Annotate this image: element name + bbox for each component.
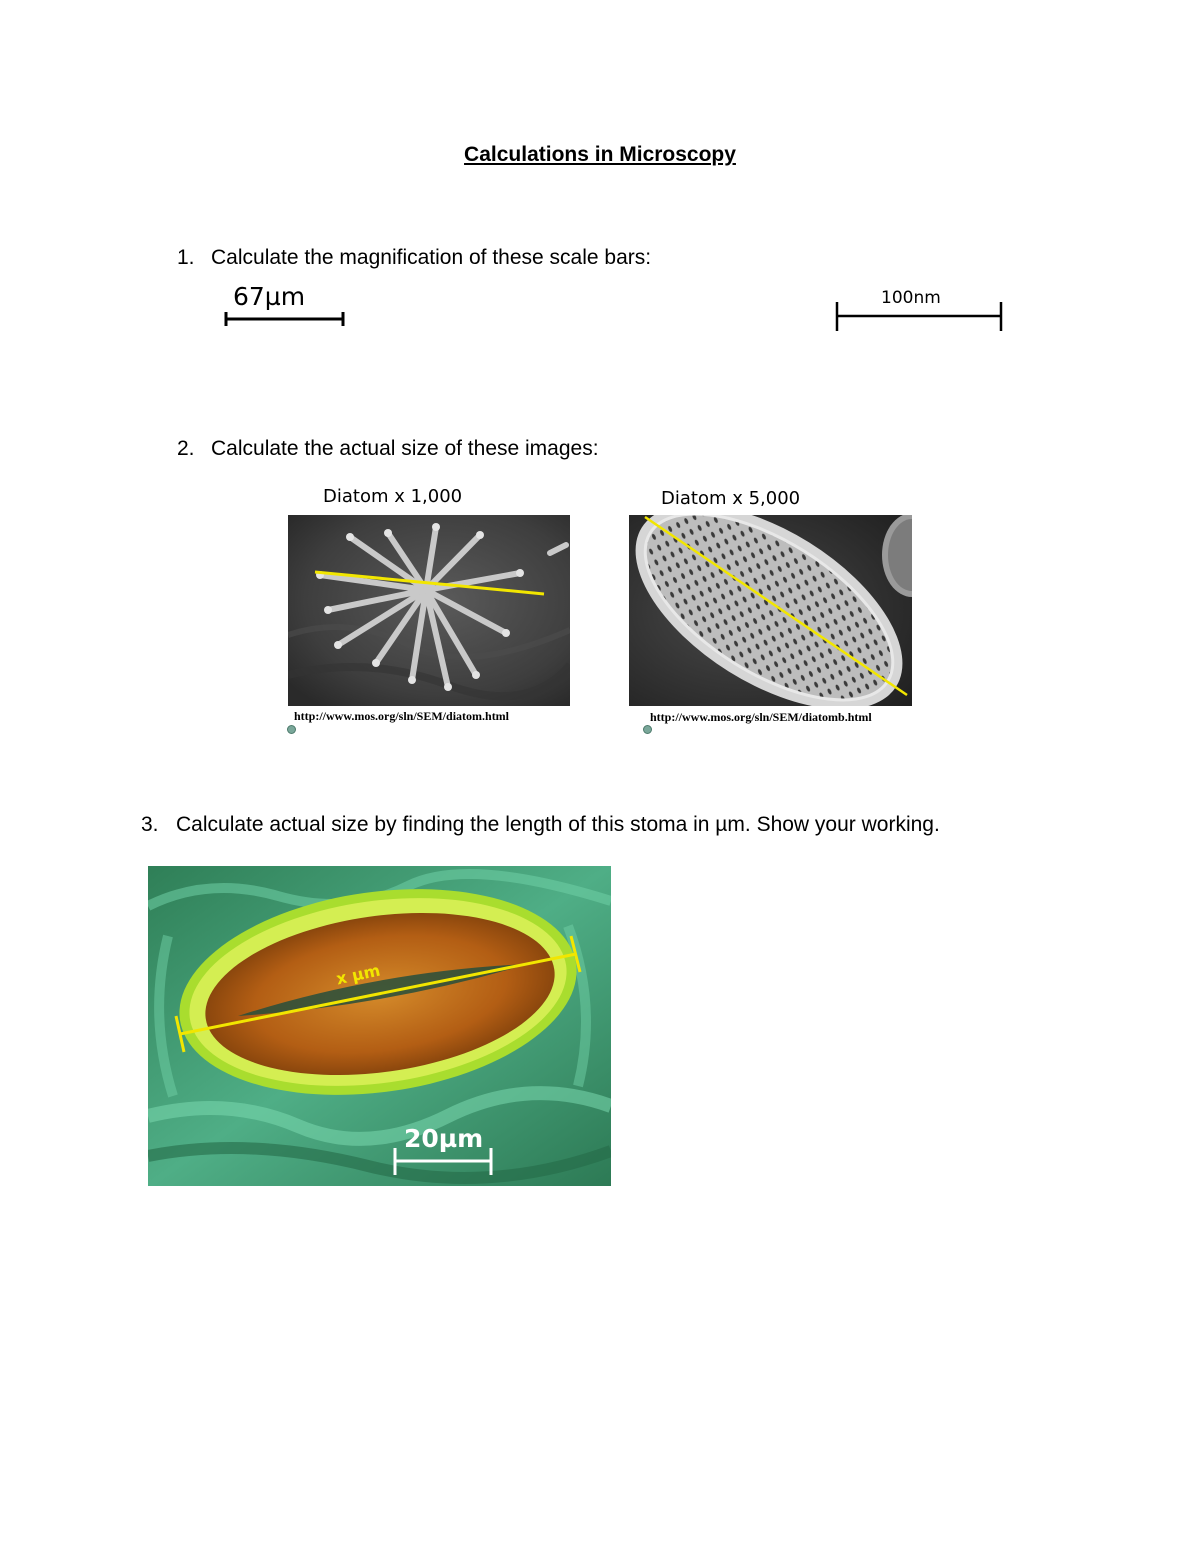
question-2-text: Calculate the actual size of these images: — [211, 437, 599, 460]
diatom-2-source-dot-icon — [643, 725, 652, 734]
question-3 — [0, 813, 1200, 839]
scale-bar-100nm-line — [832, 300, 1007, 334]
diatom-1-caption: Diatom x 1,000 — [323, 486, 463, 507]
scale-bar-67um-label: 67µm — [233, 282, 306, 311]
diatom-2-url: http://www.mos.org/sln/SEM/diatomb.html — [650, 710, 872, 724]
scale-bar-100nm — [832, 286, 1007, 334]
question-2 — [0, 437, 1200, 463]
question-3-number: 3. — [141, 813, 159, 836]
stoma-scale-label: 20µm — [404, 1124, 484, 1153]
diatom-1-source-dot-icon — [287, 725, 296, 734]
scale-bar-100nm-label: 100nm — [881, 288, 941, 308]
diatom-2-image — [629, 515, 912, 706]
stoma-length-label: x µm — [334, 960, 382, 989]
question-1-number: 1. — [177, 246, 195, 269]
question-1 — [0, 246, 1200, 272]
diatom-2-caption: Diatom x 5,000 — [661, 488, 801, 509]
question-2-number: 2. — [177, 437, 195, 460]
scale-bar-67um — [222, 282, 352, 328]
question-3-text: Calculate actual size by finding the length of this stoma in µm. Show your working. — [176, 813, 940, 836]
stoma-image — [148, 866, 611, 1186]
diatom-1-url: http://www.mos.org/sln/SEM/diatom.html — [294, 709, 510, 723]
diatom-1-image — [288, 515, 570, 706]
scale-bar-67um-line — [222, 310, 352, 328]
question-1-text: Calculate the magnification of these scale bars: — [211, 246, 652, 269]
page-title: Calculations in Microscopy — [464, 143, 736, 166]
